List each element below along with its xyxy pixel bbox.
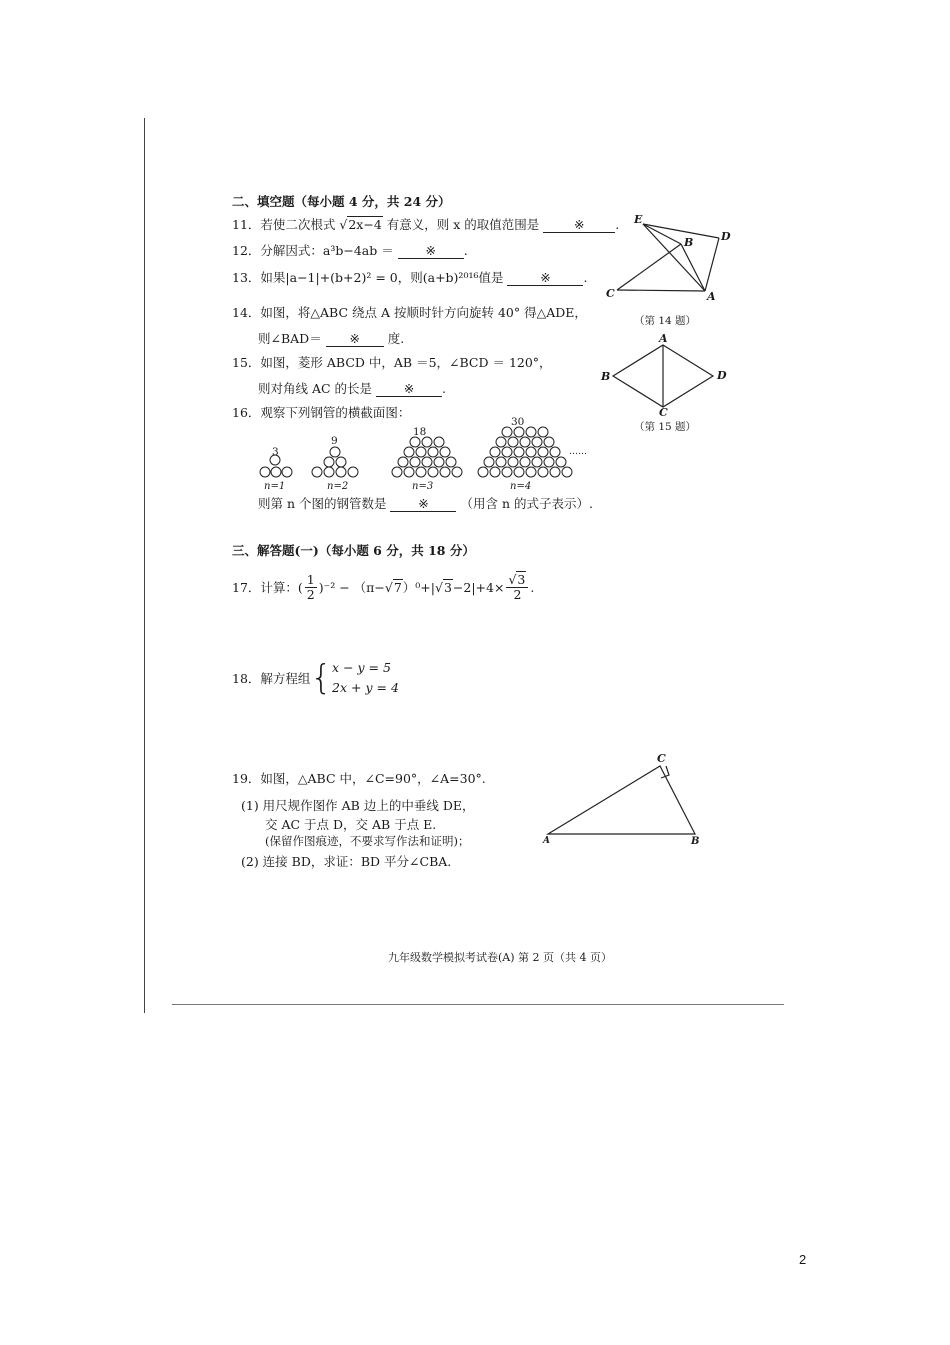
pipe-label-4: n=4 xyxy=(510,481,532,492)
q16-blank[interactable]: ※ xyxy=(390,496,456,512)
q18-eq1: x − y = 5 xyxy=(332,660,391,675)
q14-blank[interactable]: ※ xyxy=(326,331,384,347)
q11: 11．若使二次根式 √2x−4 有意义，则 x 的取值范围是 ※ . xyxy=(232,217,620,232)
q14-line2: 则∠BAD＝ ※ 度. xyxy=(258,331,405,346)
q17-sqrt7: √7 xyxy=(384,579,402,595)
scan-left-border xyxy=(144,118,145,1013)
q15-line2: 则对角线 AC 的长是 ※ . xyxy=(258,381,447,396)
q17-sqrt3: √3 xyxy=(434,579,452,595)
q18: 18．解方程组 { x − y = 5 2x + y = 4 xyxy=(232,658,399,698)
fig15-caption: （第 15 题） xyxy=(634,421,697,433)
page-number: 2 xyxy=(799,1252,807,1267)
pipes-n3 xyxy=(392,437,462,477)
q16-line2: 则第 n 个图的钢管数是 ※ （用含 n 的式子表示）. xyxy=(258,496,593,511)
fig19-right-triangle xyxy=(540,758,710,848)
q18-system xyxy=(332,658,399,698)
section3-title: 三、解答题(一)（每小题 6 分，共 18 分） xyxy=(232,543,475,558)
pipe-count-4: 30 xyxy=(511,416,525,428)
q16-line1: 16．观察下列钢管的横截面图： xyxy=(232,405,411,420)
q18-brace: { xyxy=(310,658,333,698)
fig15-label-c: C xyxy=(659,406,668,419)
pipe-count-1: 3 xyxy=(272,446,279,458)
q19-part1a: (1) 用尺规作图作 AB 边上的中垂线 DE， xyxy=(241,798,475,813)
q13: 13．如果|a−1|+(b+2)² = 0，则(a+b)²⁰¹⁶值是 ※ . xyxy=(232,270,588,285)
q19-part2: (2) 连接 BD，求证：BD 平分∠CBA. xyxy=(241,854,452,869)
section2-title: 二、填空题（每小题 4 分，共 24 分） xyxy=(232,194,451,209)
q12-blank[interactable]: ※ xyxy=(398,243,464,259)
pipe-label-1: n=1 xyxy=(264,481,286,492)
q18-eq2: 2x + y = 4 xyxy=(332,680,399,695)
pipes-n2 xyxy=(312,447,358,477)
q15-blank[interactable]: ※ xyxy=(376,381,442,397)
fig14-label-b: B xyxy=(684,236,694,249)
fig19-label-a: A xyxy=(543,836,550,846)
fig14-label-c: C xyxy=(606,287,615,300)
fig14-label-e: E xyxy=(634,213,643,226)
pipe-cross-section-figures xyxy=(255,420,595,480)
q17-fraction-sqrt3-over-2: $\frac{√3}{2}$ xyxy=(506,573,528,600)
fig15-rhombus-diagram xyxy=(610,342,720,412)
q19-part1c: (保留作图痕迹，不要求写作法和证明)； xyxy=(265,834,470,848)
fig19-label-c: C xyxy=(657,752,666,765)
fig14-label-d: D xyxy=(721,230,731,243)
q13-blank[interactable]: ※ xyxy=(507,270,583,286)
fig15-label-d: D xyxy=(717,369,727,382)
scan-bottom-border xyxy=(172,1004,784,1005)
q17-fraction-half: $\frac{1}{2}$ xyxy=(306,572,315,602)
pipes-n4 xyxy=(478,427,572,477)
q19-line1: 19．如图，△ABC 中，∠C=90°，∠A=30°. xyxy=(232,771,486,786)
fig14-label-a: A xyxy=(707,290,716,303)
fig15-label-a: A xyxy=(659,332,668,345)
q19-part1b: 交 AC 于点 D，交 AB 于点 E. xyxy=(265,817,437,832)
pipe-label-2: n=2 xyxy=(327,481,349,492)
pipe-count-3: 18 xyxy=(413,426,427,438)
q11-radical: √2x−4 xyxy=(339,217,382,232)
q11-post: 有意义，则 x 的取值范围是 xyxy=(386,217,540,232)
q11-blank[interactable]: ※ xyxy=(543,217,615,233)
exam-footer: 九年级数学模拟考试卷(A) 第 2 页（共 4 页） xyxy=(388,951,613,964)
pipe-label-3: n=3 xyxy=(412,481,434,492)
q11-pre: 11．若使二次根式 xyxy=(232,217,336,232)
q12: 12．分解因式：a³b−4ab ＝ ※ . xyxy=(232,243,468,258)
fig14-caption: （第 14 题） xyxy=(634,315,697,327)
pipe-count-2: 9 xyxy=(331,435,338,447)
q14-line1: 14．如图，将△ABC 绕点 A 按顺时针方向旋转 40° 得△ADE， xyxy=(232,305,587,320)
pipe-ellipsis: …… xyxy=(569,447,587,457)
q17: 17．计算：( $\frac{1}{2}$ )⁻² − （π− √7 ）⁰+| √3 −2|+4× $\frac{√3}{2}$ . xyxy=(232,572,535,602)
fig14-rotation-diagram xyxy=(605,212,735,302)
fig15-label-b: B xyxy=(601,370,611,383)
fig19-label-b: B xyxy=(691,836,700,847)
q15-line1: 15．如图，菱形 ABCD 中，AB ＝5，∠BCD ＝ 120°， xyxy=(232,355,552,370)
pipes-n1 xyxy=(260,455,292,477)
